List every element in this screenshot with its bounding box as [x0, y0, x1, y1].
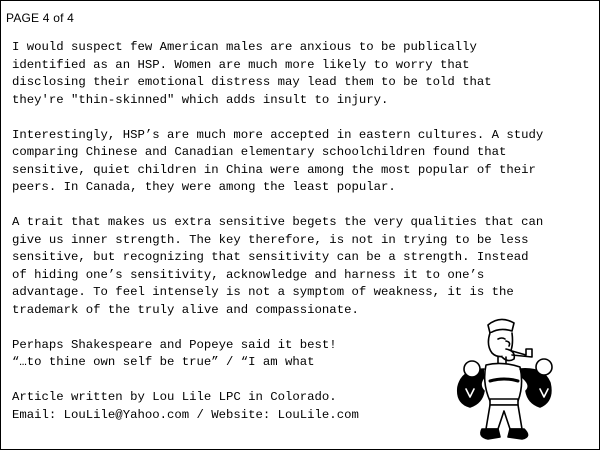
- text-line: I would suspect few American males are anxious to be publically: [12, 40, 477, 54]
- text-line: comparing Chinese and Canadian elementary schoolchildren found that: [12, 145, 507, 159]
- text-line: of hiding one’s sensitivity, acknowledge and harness it to one’s: [12, 267, 485, 282]
- text-line: “…to thine own self be true” / “I am what: [12, 355, 315, 369]
- text-line: Interestingly, HSP’s are much more accepted in eastern cultures. A study: [12, 127, 544, 142]
- text-line: identified as an HSP. Women are much more likely to worry that: [12, 57, 470, 72]
- text-line: disclosing their emotional distress may lead them to be told that: [12, 75, 492, 89]
- text-line: sensitive, quiet children in China were among the most popular of their: [12, 162, 536, 177]
- text-line: Email: LouLile@Yahoo.com / Website: LouLile.com: [12, 407, 359, 422]
- text-line: Article written by Lou Lile LPC in Colorado.: [12, 390, 337, 404]
- text-line: peers. In Canada, they were among the least popular.: [12, 180, 396, 194]
- paragraph-hsp-males: [12, 39, 594, 109]
- text-line: they're "thin-skinned" which adds insult to injury.: [12, 92, 389, 107]
- paragraph-eastern-cultures: [12, 127, 594, 197]
- popeye-cartoon-icon: [448, 311, 568, 446]
- text-line: sensitive, but recognizing that sensitivity can be a strength. Instead: [12, 250, 529, 264]
- text-line: Perhaps Shakespeare and Popeye said it best!: [12, 337, 337, 352]
- text-line: A trait that makes us extra sensitive begets the very qualities that can: [12, 215, 544, 229]
- text-line: trademark of the truly alive and compassionate.: [12, 302, 359, 317]
- text-line: advantage. To feel intensely is not a symptom of weakness, it is the: [12, 285, 514, 299]
- paragraph-inner-strength: [12, 214, 594, 319]
- text-line: give us inner strength. The key therefore, is not in trying to be less: [12, 232, 529, 247]
- page-number-label: PAGE 4 of 4: [6, 11, 75, 25]
